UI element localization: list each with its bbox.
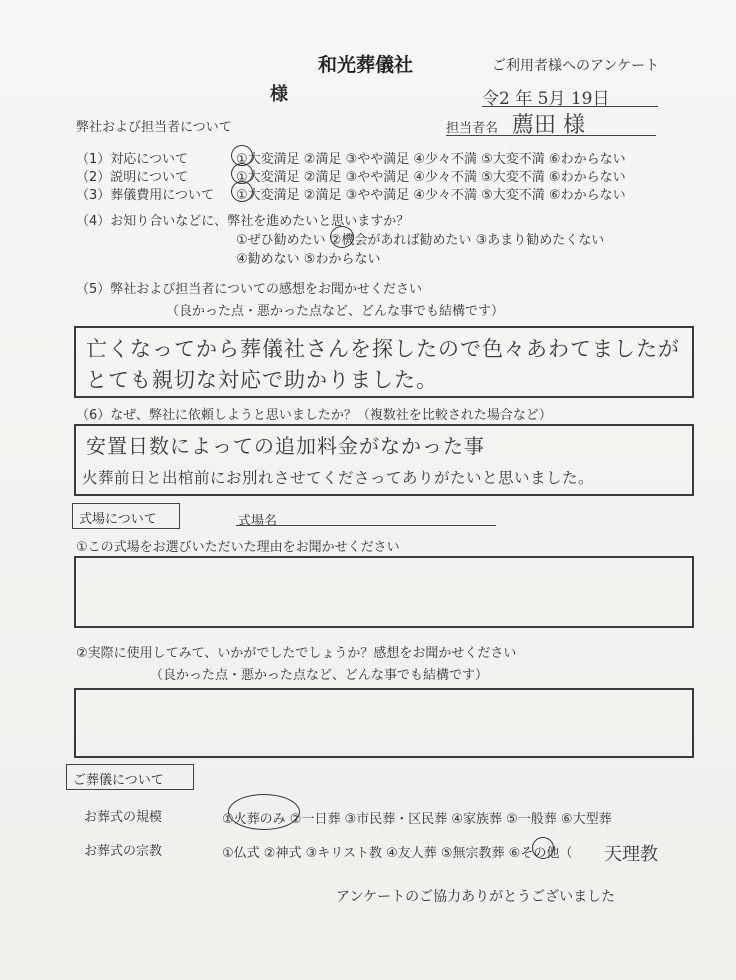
venue-label: 式場名 [238, 514, 278, 529]
q1-scale: ①大変満足 ②満足 ③やや満足 ④少々不満 ⑤大変不満 ⑥わからない [236, 152, 626, 167]
scale-label: お葬式の規模 [84, 810, 163, 825]
q6-answer-line-1: 安置日数によっての追加料金がなかった事 [86, 434, 485, 458]
q6-label: （6）なぜ、弊社に依頼しようと思いましたか？（複数社を比較された場合など） [76, 408, 552, 423]
q2-scale: ①大変満足 ②満足 ③やや満足 ④少々不満 ⑤大変不満 ⑥わからない [236, 170, 626, 185]
customer-sama: 様 [270, 84, 288, 105]
q5-note: （良かった点・悪かった点など、どんな事でも結構です） [166, 304, 505, 319]
section1-heading: 弊社および担当者について [76, 120, 232, 135]
venue-underline [236, 525, 496, 526]
scale-options: ①火葬のみ ②一日葬 ③市民葬・区民葬 ④家族葬 ⑤一般葬 ⑥大型葬 [222, 812, 612, 827]
thanks-message: アンケートのご協力ありがとうございました [336, 889, 616, 905]
staff-name-handwritten: 薦田 様 [512, 113, 585, 138]
q2-label: （2）説明について [76, 170, 189, 185]
religion-options: ①仏式 ②神式 ③キリスト教 ④友人葬 ⑤無宗教葬 ⑥その他（ [222, 846, 573, 861]
venue-q2-box [74, 688, 694, 758]
q5-answer-line-1: 亡くなってから葬儀社さんを探したので色々あわてましたが [86, 337, 680, 361]
q5-answer-line-2: とても親切な対応で助かりました。 [86, 368, 438, 392]
scale-answer-circle [228, 794, 300, 830]
staff-underline [446, 135, 656, 136]
religion-answer-circle [532, 837, 554, 859]
section2-heading: 式場について [72, 503, 180, 529]
religion-label: お葬式の宗教 [84, 844, 163, 859]
q4-answer-circle [330, 226, 354, 248]
q5-label: （5）弊社および担当者についての感想をお聞かせください [76, 282, 423, 297]
venue-q1-box [74, 556, 694, 628]
survey-label: ご利用者様へのアンケート [492, 58, 660, 74]
religion-other-handwritten: 天理教 [604, 844, 658, 865]
q3-scale: ①大変満足 ②満足 ③やや満足 ④少々不満 ⑤大変不満 ⑥わからない [236, 188, 626, 203]
venue-q2-note: （良かった点・悪かった点など、どんな事でも結構です） [150, 668, 489, 683]
q4-label: （4）お知り合いなどに、弊社を進めたいと思いますか？ [76, 214, 410, 229]
q1-label: （1）対応について [76, 152, 189, 167]
q4-options-1: ①ぜひ勧めたい ②機会があれば勧めたい ③あまり勧めたくない [236, 233, 605, 248]
section3-heading: ご葬儀について [66, 764, 194, 790]
date-handwritten: 令2 年 5月 19日 [482, 89, 610, 109]
staff-label: 担当者名 [446, 121, 499, 136]
company-name: 和光葬儀社 [318, 54, 414, 76]
q6-answer-line-2: 火葬前日と出棺前にお別れさせてくださってありがたいと思いました。 [82, 469, 595, 487]
venue-q1-label: ①この式場をお選びいただいた理由をお聞かせください [76, 540, 400, 555]
q3-answer-circle [231, 181, 253, 202]
q4-options-2: ④勧めない ⑤わからない [236, 252, 381, 267]
date-underline [482, 106, 658, 107]
venue-q2-label: ②実際に使用してみて、いかがでしたでしょうか？感想をお聞かせください [76, 646, 517, 661]
q3-label: （3）葬儀費用について [76, 188, 215, 203]
